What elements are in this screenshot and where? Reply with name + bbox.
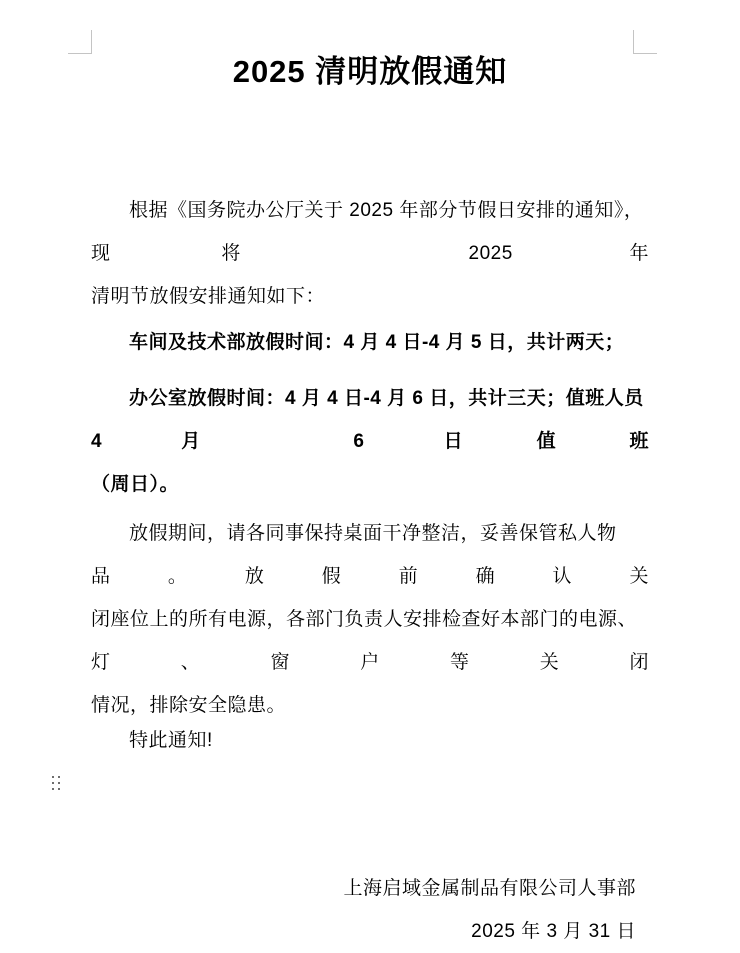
paragraph-line: 情况，排除安全隐患。 xyxy=(91,695,287,716)
paragraph-intro xyxy=(91,189,649,318)
notice-title: 2025 清明放假通知 xyxy=(232,54,508,89)
paragraph-line: 特此通知! xyxy=(129,730,213,751)
paragraph-line: 放假期间，请各同事保持桌面干净整洁，妥善保管私人物品。放假前确认关 xyxy=(91,523,649,587)
paragraph-line: 清明节放假安排通知如下： xyxy=(91,286,326,307)
margin-crop-mark-top-left-icon xyxy=(68,30,92,54)
paragraph-line: 根据《国务院办公厅关于 2025 年部分节假日安排的通知》，现将 2025 年 xyxy=(91,200,649,264)
paragraph-line: （周日）。 xyxy=(91,474,180,495)
paragraph-closing xyxy=(91,719,649,762)
drag-handle-icon[interactable] xyxy=(52,776,60,790)
paragraph-line: 车间及技术部放假时间：4 月 4 日-4 月 5 日，共计两天； xyxy=(129,332,625,353)
paragraph-line: 闭座位上的所有电源，各部门负责人安排检查好本部门的电源、灯、窗户等关闭 xyxy=(91,609,649,673)
margin-crop-mark-top-right-icon xyxy=(633,30,657,54)
paragraph-workshop-holiday xyxy=(91,321,649,364)
paragraph-line: 办公室放假时间：4 月 4 日-4 月 6 日，共计三天；值班人员 4 月 6 日值班 xyxy=(91,388,649,452)
signature-block xyxy=(0,867,636,953)
paragraph-safety-reminder xyxy=(91,512,649,727)
paragraph-office-holiday xyxy=(91,377,649,506)
notice-date: 2025 年 3 月 31 日 xyxy=(471,921,636,942)
signature: 上海启域金属制品有限公司人事部 xyxy=(343,878,636,899)
notice-body xyxy=(91,189,649,762)
